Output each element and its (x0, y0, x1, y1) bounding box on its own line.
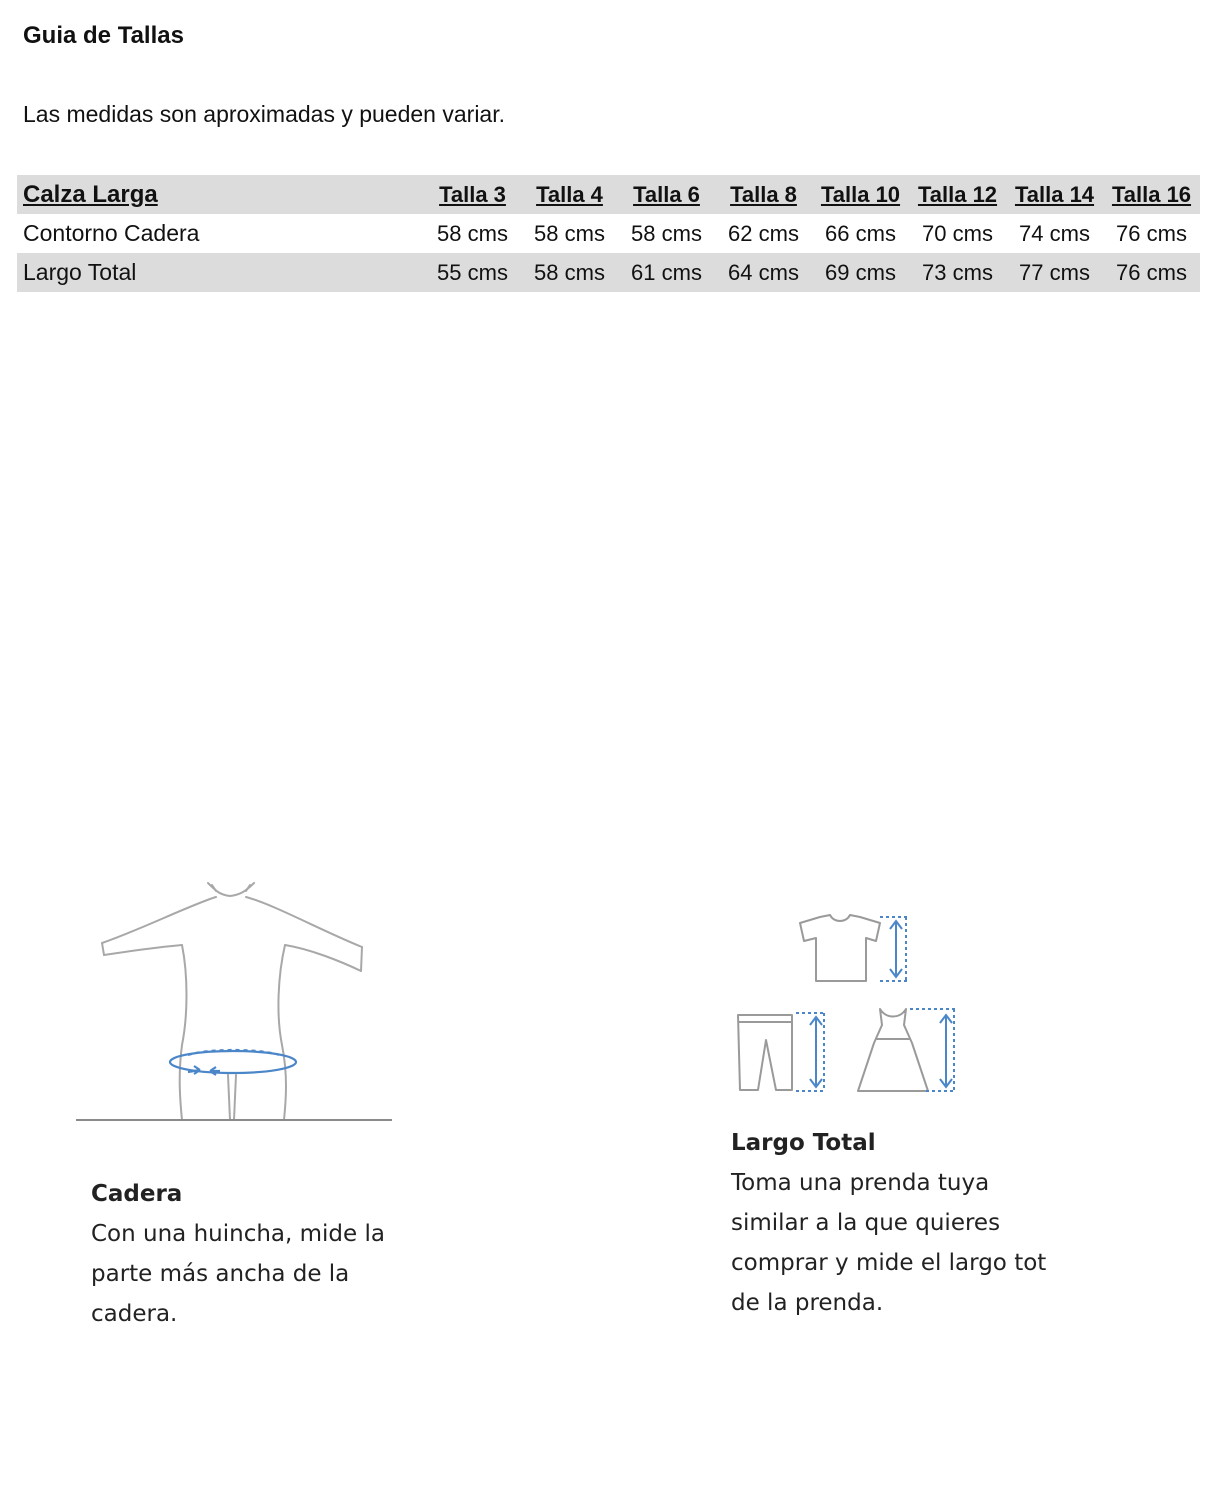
size-table (17, 175, 1200, 292)
table-cell: 55 cms (437, 259, 508, 285)
table-cell: 61 cms (631, 259, 702, 285)
size-header: Talla 3 (439, 181, 506, 207)
hip-title: Cadera (91, 1181, 183, 1207)
table-cell: 58 cms (534, 220, 605, 246)
hip-instructions (91, 1174, 385, 1334)
dress-icon (858, 1009, 928, 1091)
instruction-line: comprar y mide el largo tot (731, 1250, 1047, 1276)
table-cell: 77 cms (1019, 259, 1090, 285)
row-label: Contorno Cadera (23, 220, 200, 246)
table-cell: 76 cms (1116, 259, 1187, 285)
instruction-line: similar a la que quieres (731, 1210, 1001, 1236)
table-cell: 74 cms (1019, 220, 1090, 246)
table-cell: 73 cms (922, 259, 993, 285)
size-header: Talla 8 (730, 181, 797, 207)
size-header: Talla 4 (536, 181, 603, 207)
instruction-line: Toma una prenda tuya (731, 1170, 990, 1196)
table-header-row (17, 175, 1200, 214)
garment-length-illustration (730, 905, 970, 1100)
table-cell: 70 cms (922, 220, 993, 246)
table-cell: 62 cms (728, 220, 799, 246)
table-cell: 69 cms (825, 259, 896, 285)
size-header: Talla 6 (633, 181, 700, 207)
size-header: Talla 14 (1014, 181, 1095, 207)
table-cell: 66 cms (825, 220, 896, 246)
size-header: Talla 16 (1111, 181, 1192, 207)
table-row (17, 253, 1200, 292)
row-label: Largo Total (23, 259, 137, 285)
length-instructions (731, 1123, 1046, 1323)
table-cell: 58 cms (437, 220, 508, 246)
instruction-line: Con una huincha, mide la (91, 1221, 385, 1247)
pants-icon (738, 1015, 792, 1090)
hip-measure-illustration (70, 875, 400, 1125)
instruction-line: de la prenda. (731, 1290, 884, 1316)
measurement-note: Las medidas son aproximadas y pueden variar. (23, 101, 506, 127)
product-name: Calza Larga (23, 180, 158, 208)
tshirt-icon (800, 915, 880, 981)
instruction-line: parte más ancha de la (91, 1261, 350, 1287)
length-title: Largo Total (731, 1130, 876, 1156)
size-header: Talla 10 (820, 181, 901, 207)
page-title: Guia de Tallas (23, 22, 184, 49)
table-cell: 58 cms (631, 220, 702, 246)
instruction-line: cadera. (91, 1301, 178, 1327)
table-cell: 76 cms (1116, 220, 1187, 246)
table-cell: 64 cms (728, 259, 799, 285)
table-cell: 58 cms (534, 259, 605, 285)
size-header: Talla 12 (917, 181, 998, 207)
table-row (17, 214, 1200, 253)
